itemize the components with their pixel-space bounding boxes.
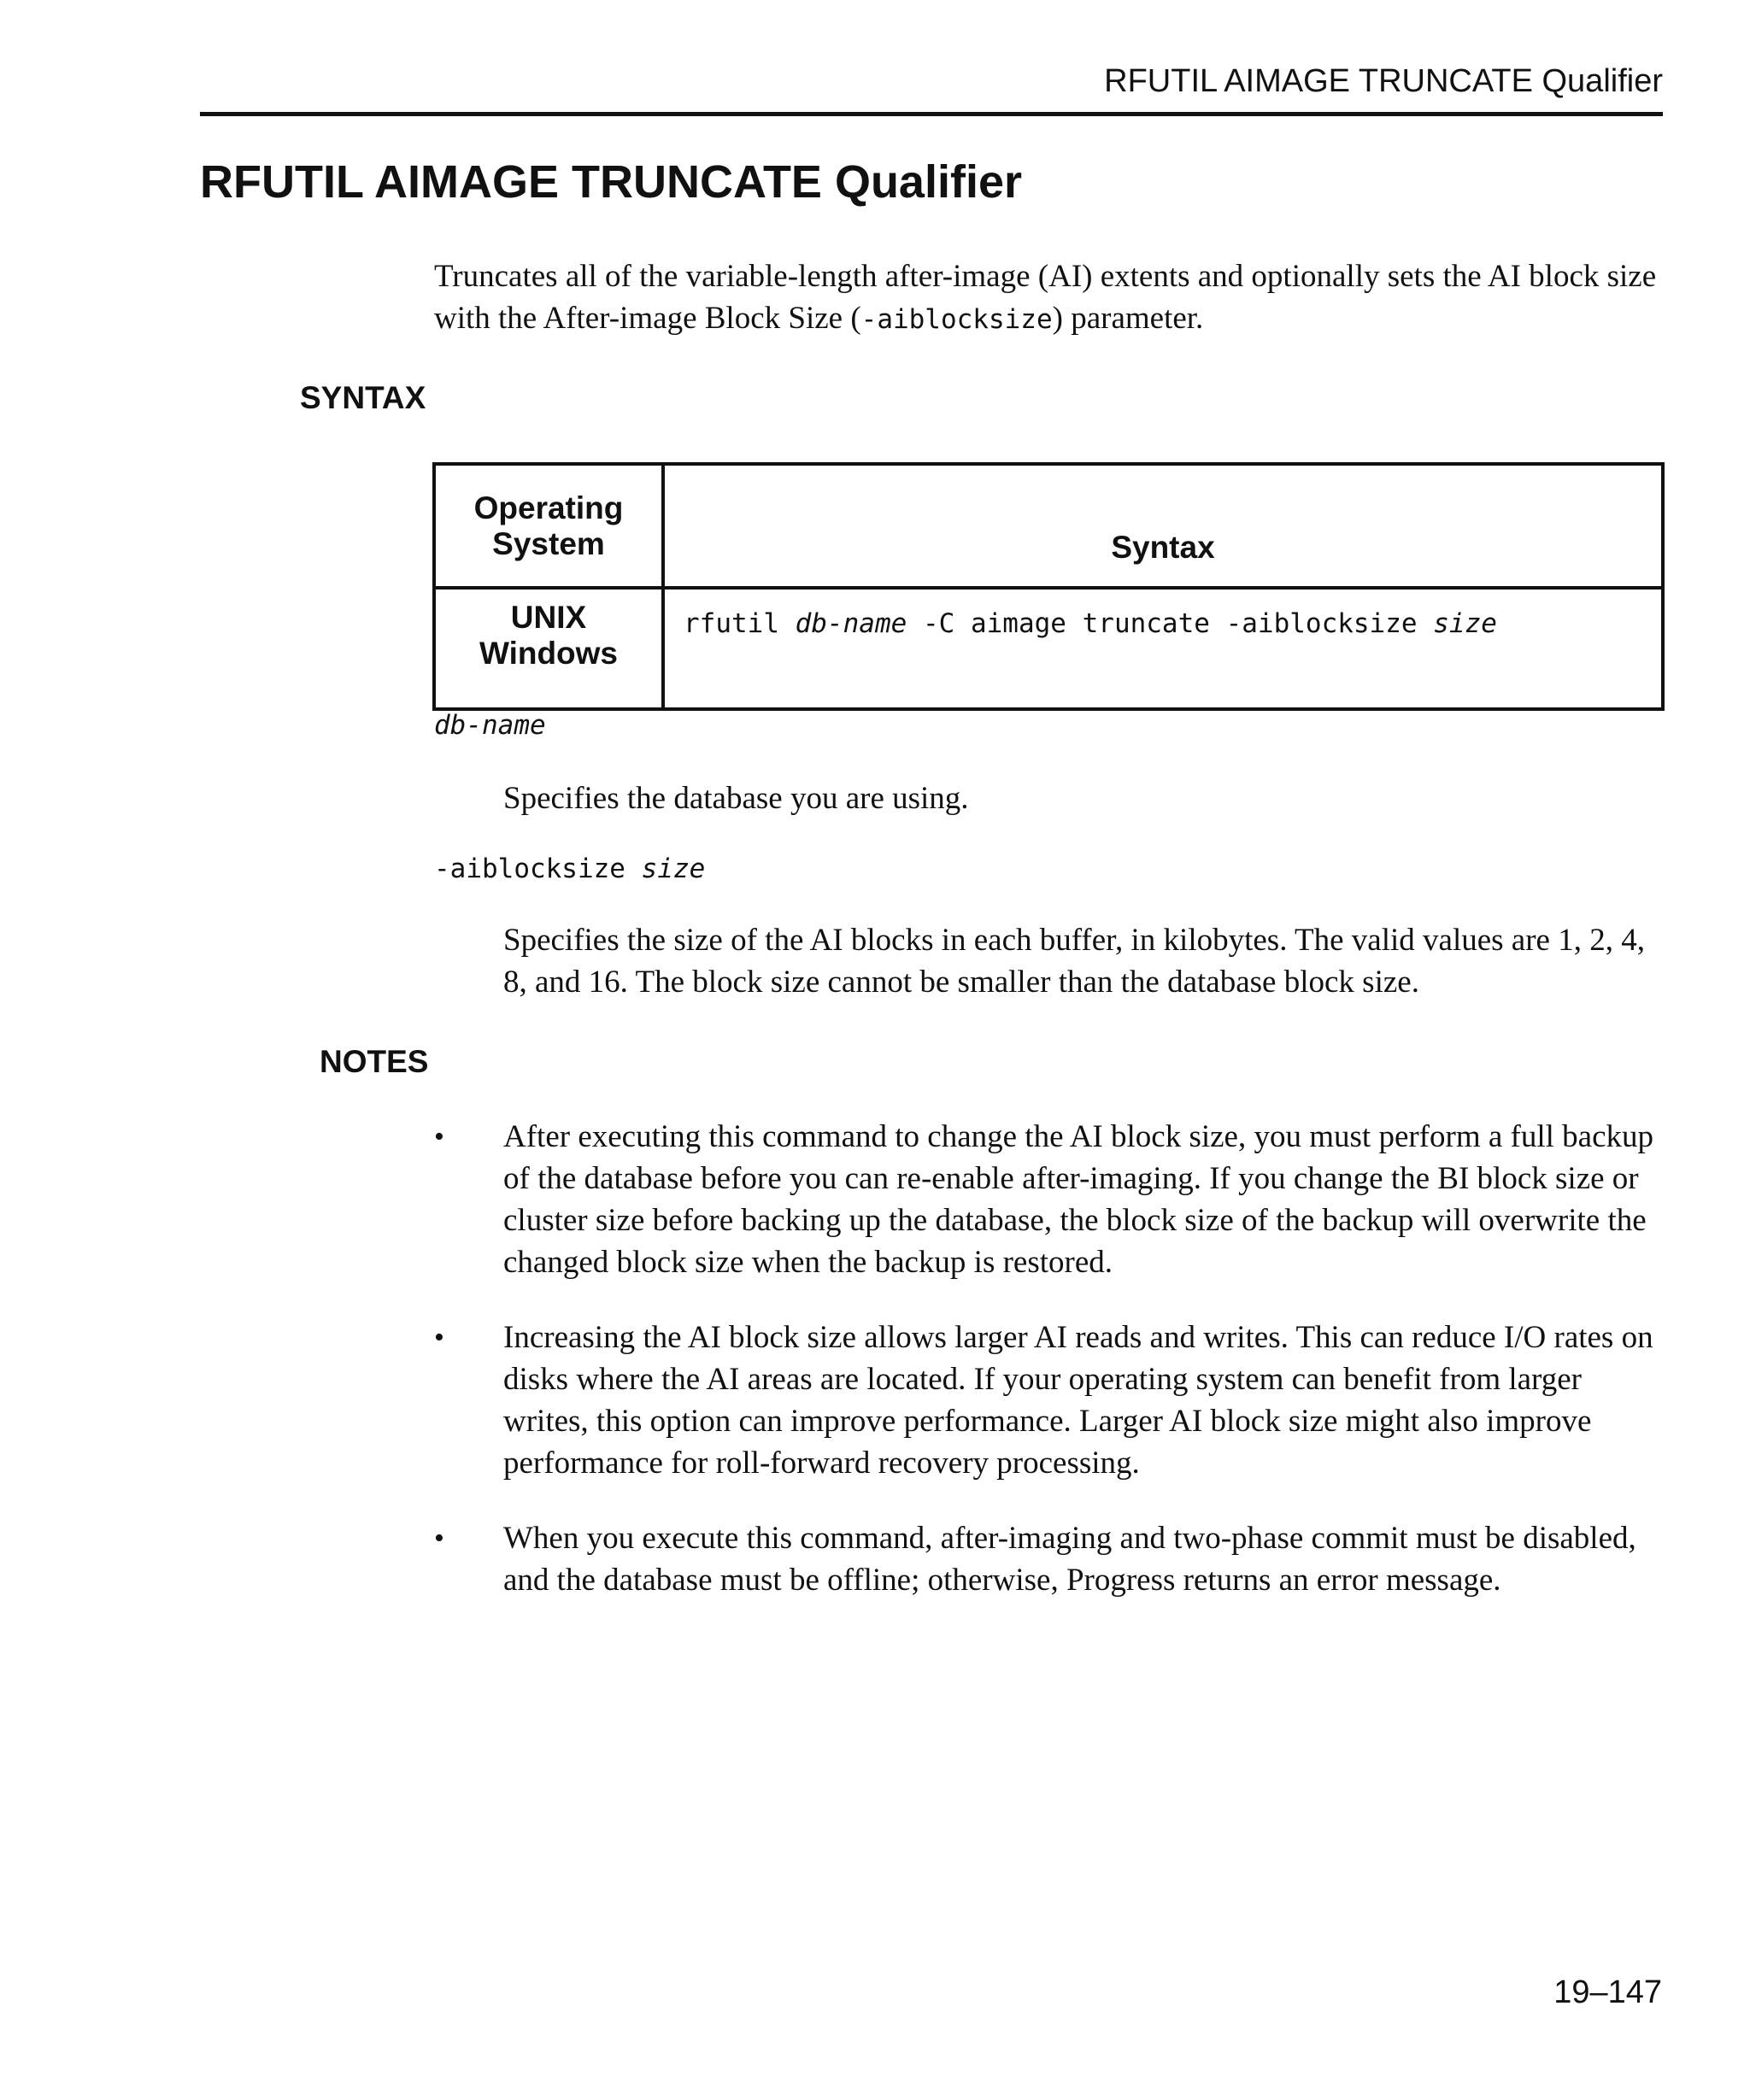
notes-heading: NOTES (320, 1044, 429, 1079)
param-term-italic: size (641, 853, 706, 884)
syntax-table (432, 462, 1665, 711)
syntax-command-cell (663, 588, 1663, 709)
cmd-rfutil: rfutil (684, 608, 796, 639)
os-cell (434, 588, 663, 709)
syntax-column-header: Syntax (663, 464, 1663, 588)
note-text: When you execute this command, after-imaging and two-phase commit must be disabled, and the database must be offline; otherwise, Progress returns an error message. (503, 1521, 1636, 1598)
note-item (434, 1517, 1665, 1601)
cmd-arg-db-name: db-name (795, 608, 907, 639)
running-header: RFUTIL AIMAGE TRUNCATE Qualifier (1104, 63, 1663, 99)
os-header-line-2: System (492, 525, 605, 561)
header-rule (200, 112, 1663, 116)
note-item (434, 1116, 1665, 1283)
note-item (434, 1317, 1665, 1484)
os-windows: Windows (479, 636, 619, 671)
notes-list (434, 1116, 1665, 1634)
os-unix: UNIX (510, 600, 587, 635)
syntax-heading: SYNTAX (300, 380, 426, 415)
intro-paragraph (434, 255, 1665, 341)
intro-text-end: ) parameter. (1052, 301, 1204, 336)
param-term-aiblocksize (434, 853, 706, 884)
param-term-italic: db-name (434, 710, 546, 741)
bullet-icon: • (434, 1121, 444, 1153)
syntax-table-row (434, 588, 1663, 709)
bullet-icon: • (434, 1522, 444, 1554)
os-header-line-1: Operating (473, 490, 624, 525)
intro-text-start: Truncates all of the variable-length after-image (AI) extents and optionally sets the AI block size with the After-image Block Size ( (434, 259, 1657, 336)
param-term-prefix: -aiblocksize (434, 853, 642, 884)
page-title: RFUTIL AIMAGE TRUNCATE Qualifier (200, 156, 1023, 208)
intro-code-aiblocksize: -aiblocksize (860, 304, 1053, 335)
bullet-icon: • (434, 1322, 444, 1353)
param-description-db-name: Specifies the database you are using. (503, 781, 969, 816)
param-description-aiblocksize: Specifies the size of the AI blocks in each buffer, in kilobytes. The valid values are 1, 2, 4, 8, and 16. The block size cannot be smaller than the database block size. (503, 923, 1645, 1000)
note-text: Increasing the AI block size allows larger AI reads and writes. This can reduce I/O rates on disks where the AI areas are located. If your operating system can benefit from larger writes, this option can improve performance. Larger AI block size might also improve performance for roll-forward recovery processing. (503, 1320, 1653, 1481)
cmd-options: -C aimage truncate -aiblocksize (907, 608, 1434, 639)
syntax-table-header-row (434, 464, 1663, 588)
page-number: 19–147 (1553, 1974, 1662, 2010)
param-term-db-name (434, 710, 546, 741)
os-column-header (434, 464, 663, 588)
note-text: After executing this command to change the AI block size, you must perform a full backup of the database before you can re-enable after-imaging. If you change the BI block size or cluster size before backing up the database, the block size of the backup will overwrite the changed block size when the backup is restored. (503, 1119, 1654, 1280)
cmd-arg-size: size (1433, 608, 1497, 639)
